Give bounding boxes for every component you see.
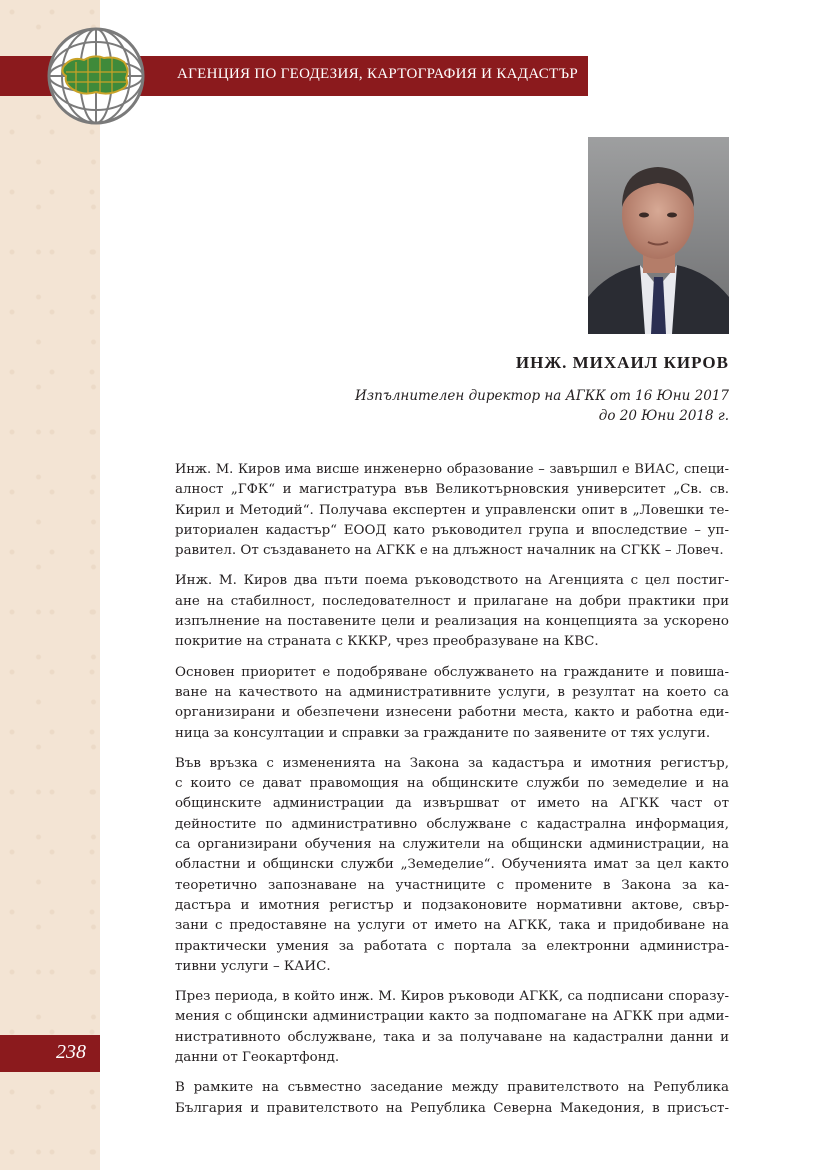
text-line: покритие на страната с КККР, чрез преобразуване на КВС. (175, 634, 599, 650)
text-line: с които се дават правомощия на общинските служби по земеделие и на (175, 776, 729, 792)
page-number: 238 (56, 1041, 86, 1063)
text-line: Кирил и Методий“. Получава експертен и управленски опит в „Ловешки те- (175, 502, 729, 518)
paragraph (175, 754, 729, 977)
text-line: тивни услуги – КАИС. (175, 958, 331, 974)
text-line: Инж. М. Киров има висше инженерно образование – завършил е ВИАС, специ- (175, 462, 729, 477)
text-line: нистративното обслужване, така и за получаване на кадастрални данни и (175, 1029, 729, 1045)
text-line: теоретично запознаване на участниците с промените в Закона за ка- (175, 877, 729, 893)
text-line: ница за консултации и справки за гражданите по заявените от тях услуги. (175, 725, 711, 741)
role-line: Изпълнителен директор на АГКК от 16 Юни 2017 (355, 388, 729, 404)
text-line: алност „ГФК“ и магистратура във Великотърновския университет „Св. св. (175, 482, 729, 498)
biography-text (175, 460, 729, 1129)
text-line: Основен приоритет е подобряване обслужването на гражданите и повиша- (175, 664, 729, 680)
text-line: изпълнение на поставените цели и реализация на концепцията за ускорено (175, 614, 729, 630)
paragraph (175, 460, 729, 561)
text-line: дейностите по административно обслужване с кадастрална информация, (175, 816, 729, 832)
text-line: ане на стабилност, последователност и прилагане на добри практики при (175, 593, 729, 609)
text-line: Във връзка с измененията на Закона за кадастъра и имотния регистър, (175, 755, 729, 771)
text-line: общинските администрации да извършват от името на АГКК част от (175, 796, 729, 812)
text-line: мения с общински администрации както за подпомагане на АГКК при адми- (175, 1009, 729, 1025)
role-line: до 20 Юни 2018 г. (598, 408, 729, 424)
paragraph (175, 663, 729, 744)
text-line: зани с предоставяне на услуги от името на АГКК, така и придобиване на (175, 918, 729, 934)
text-line: практически умения за работата с портала за електронни администра- (175, 938, 729, 954)
person-name: ИНЖ. МИХАИЛ КИРОВ (515, 353, 729, 372)
person-role (309, 386, 729, 426)
text-line: данни от Геокартфонд. (175, 1050, 340, 1066)
text-line: В рамките на съвместно заседание между правителството на Република (175, 1080, 729, 1096)
text-line: организирани и обезпечени изнесени работни места, както и работна еди- (175, 705, 729, 721)
paragraph (175, 987, 729, 1068)
text-line: През периода, в който инж. М. Киров ръководи АГКК, са подписани споразу- (175, 989, 729, 1005)
paragraph (175, 571, 729, 652)
text-line: риториален кадастър“ ЕООД като ръководител група и впоследствие – уп- (175, 522, 729, 538)
text-line: са организирани обучения на служители на общински администрации, на (175, 837, 729, 853)
text-line: дастъра и имотния регистър и подзаконовите нормативни актове, свър- (175, 897, 729, 913)
text-line: България и правителството на Република Северна Македония, в присъст- (175, 1100, 729, 1116)
text-line: Инж. М. Киров два пъти поема ръководството на Агенцията с цел постиг- (175, 573, 729, 589)
text-line: областни и общински служби „Земеделие“. Обученията имат за цел както (175, 857, 729, 873)
paragraph (175, 1078, 729, 1119)
agency-title: АГЕНЦИЯ ПО ГЕОДЕЗИЯ, КАРТОГРАФИЯ И КАДАСТЪР (177, 66, 579, 82)
agency-logo-globe-icon (46, 26, 146, 126)
text-line: равител. От създаването на АГКК е на длъжност началник на СГКК – Ловеч. (175, 543, 724, 559)
text-line: ване на качеството на административните услуги, в резултат на което са (175, 684, 729, 700)
portrait-photo (588, 137, 729, 334)
decorative-margin-strip (0, 0, 100, 1170)
